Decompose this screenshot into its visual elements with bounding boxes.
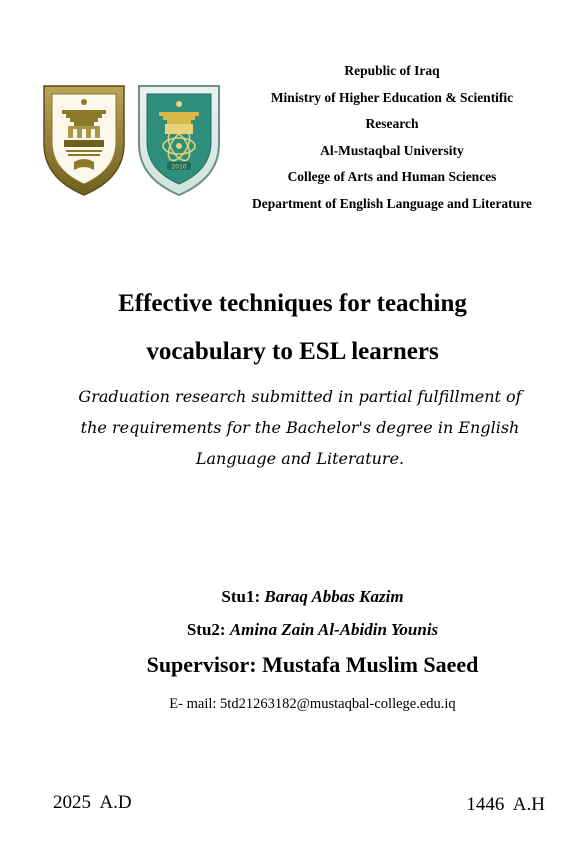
student-1 bbox=[0, 587, 585, 607]
email-line bbox=[0, 696, 585, 713]
email-address[interactable]: 5td21263182@mustaqbal-college.edu.iq bbox=[220, 696, 456, 712]
year-hijri: 1446 A.H bbox=[466, 794, 545, 815]
email-label: E- mail: bbox=[169, 696, 217, 712]
year-gregorian: 2025 A.D bbox=[53, 792, 132, 813]
research-title-line-1: Effective techniques for teaching bbox=[118, 290, 467, 317]
header-college: College of Arts and Human Sciences bbox=[287, 169, 497, 185]
university-seal-year: 2010 bbox=[171, 163, 187, 171]
college-of-arts-seal-icon bbox=[38, 82, 130, 198]
student-2-name: Amina Zain Al-Abidin Younis bbox=[229, 620, 439, 639]
student-2-label: Stu2: bbox=[186, 620, 226, 639]
supervisor: Supervisor: Mustafa Muslim Saeed bbox=[146, 652, 479, 677]
student-1-label: Stu1: bbox=[221, 587, 261, 606]
institution-header bbox=[226, 58, 558, 218]
research-title-line-2: vocabulary to ESL learners bbox=[146, 338, 439, 365]
subtitle-line-3: Language and Literature. bbox=[195, 449, 405, 468]
research-subtitle bbox=[40, 381, 560, 474]
header-ministry-cont: Research bbox=[365, 116, 419, 132]
student-1-name: Baraq Abbas Kazim bbox=[264, 587, 404, 606]
header-ministry: Ministry of Higher Education & Scientific bbox=[270, 89, 514, 105]
al-mustaqbal-university-seal-icon bbox=[133, 82, 225, 198]
college-of-arts-logo bbox=[38, 82, 130, 198]
subtitle-line-1: Graduation research submitted in partial fulfillment of bbox=[78, 387, 522, 406]
header-department: Department of English Language and Literature bbox=[252, 195, 532, 211]
al-mustaqbal-university-logo bbox=[133, 82, 225, 198]
header-country: Republic of Iraq bbox=[344, 63, 440, 78]
student-2 bbox=[0, 620, 585, 640]
header-university: Al-Mustaqbal University bbox=[320, 142, 464, 158]
subtitle-line-2: the requirements for the Bachelor's degree in English bbox=[80, 418, 520, 437]
